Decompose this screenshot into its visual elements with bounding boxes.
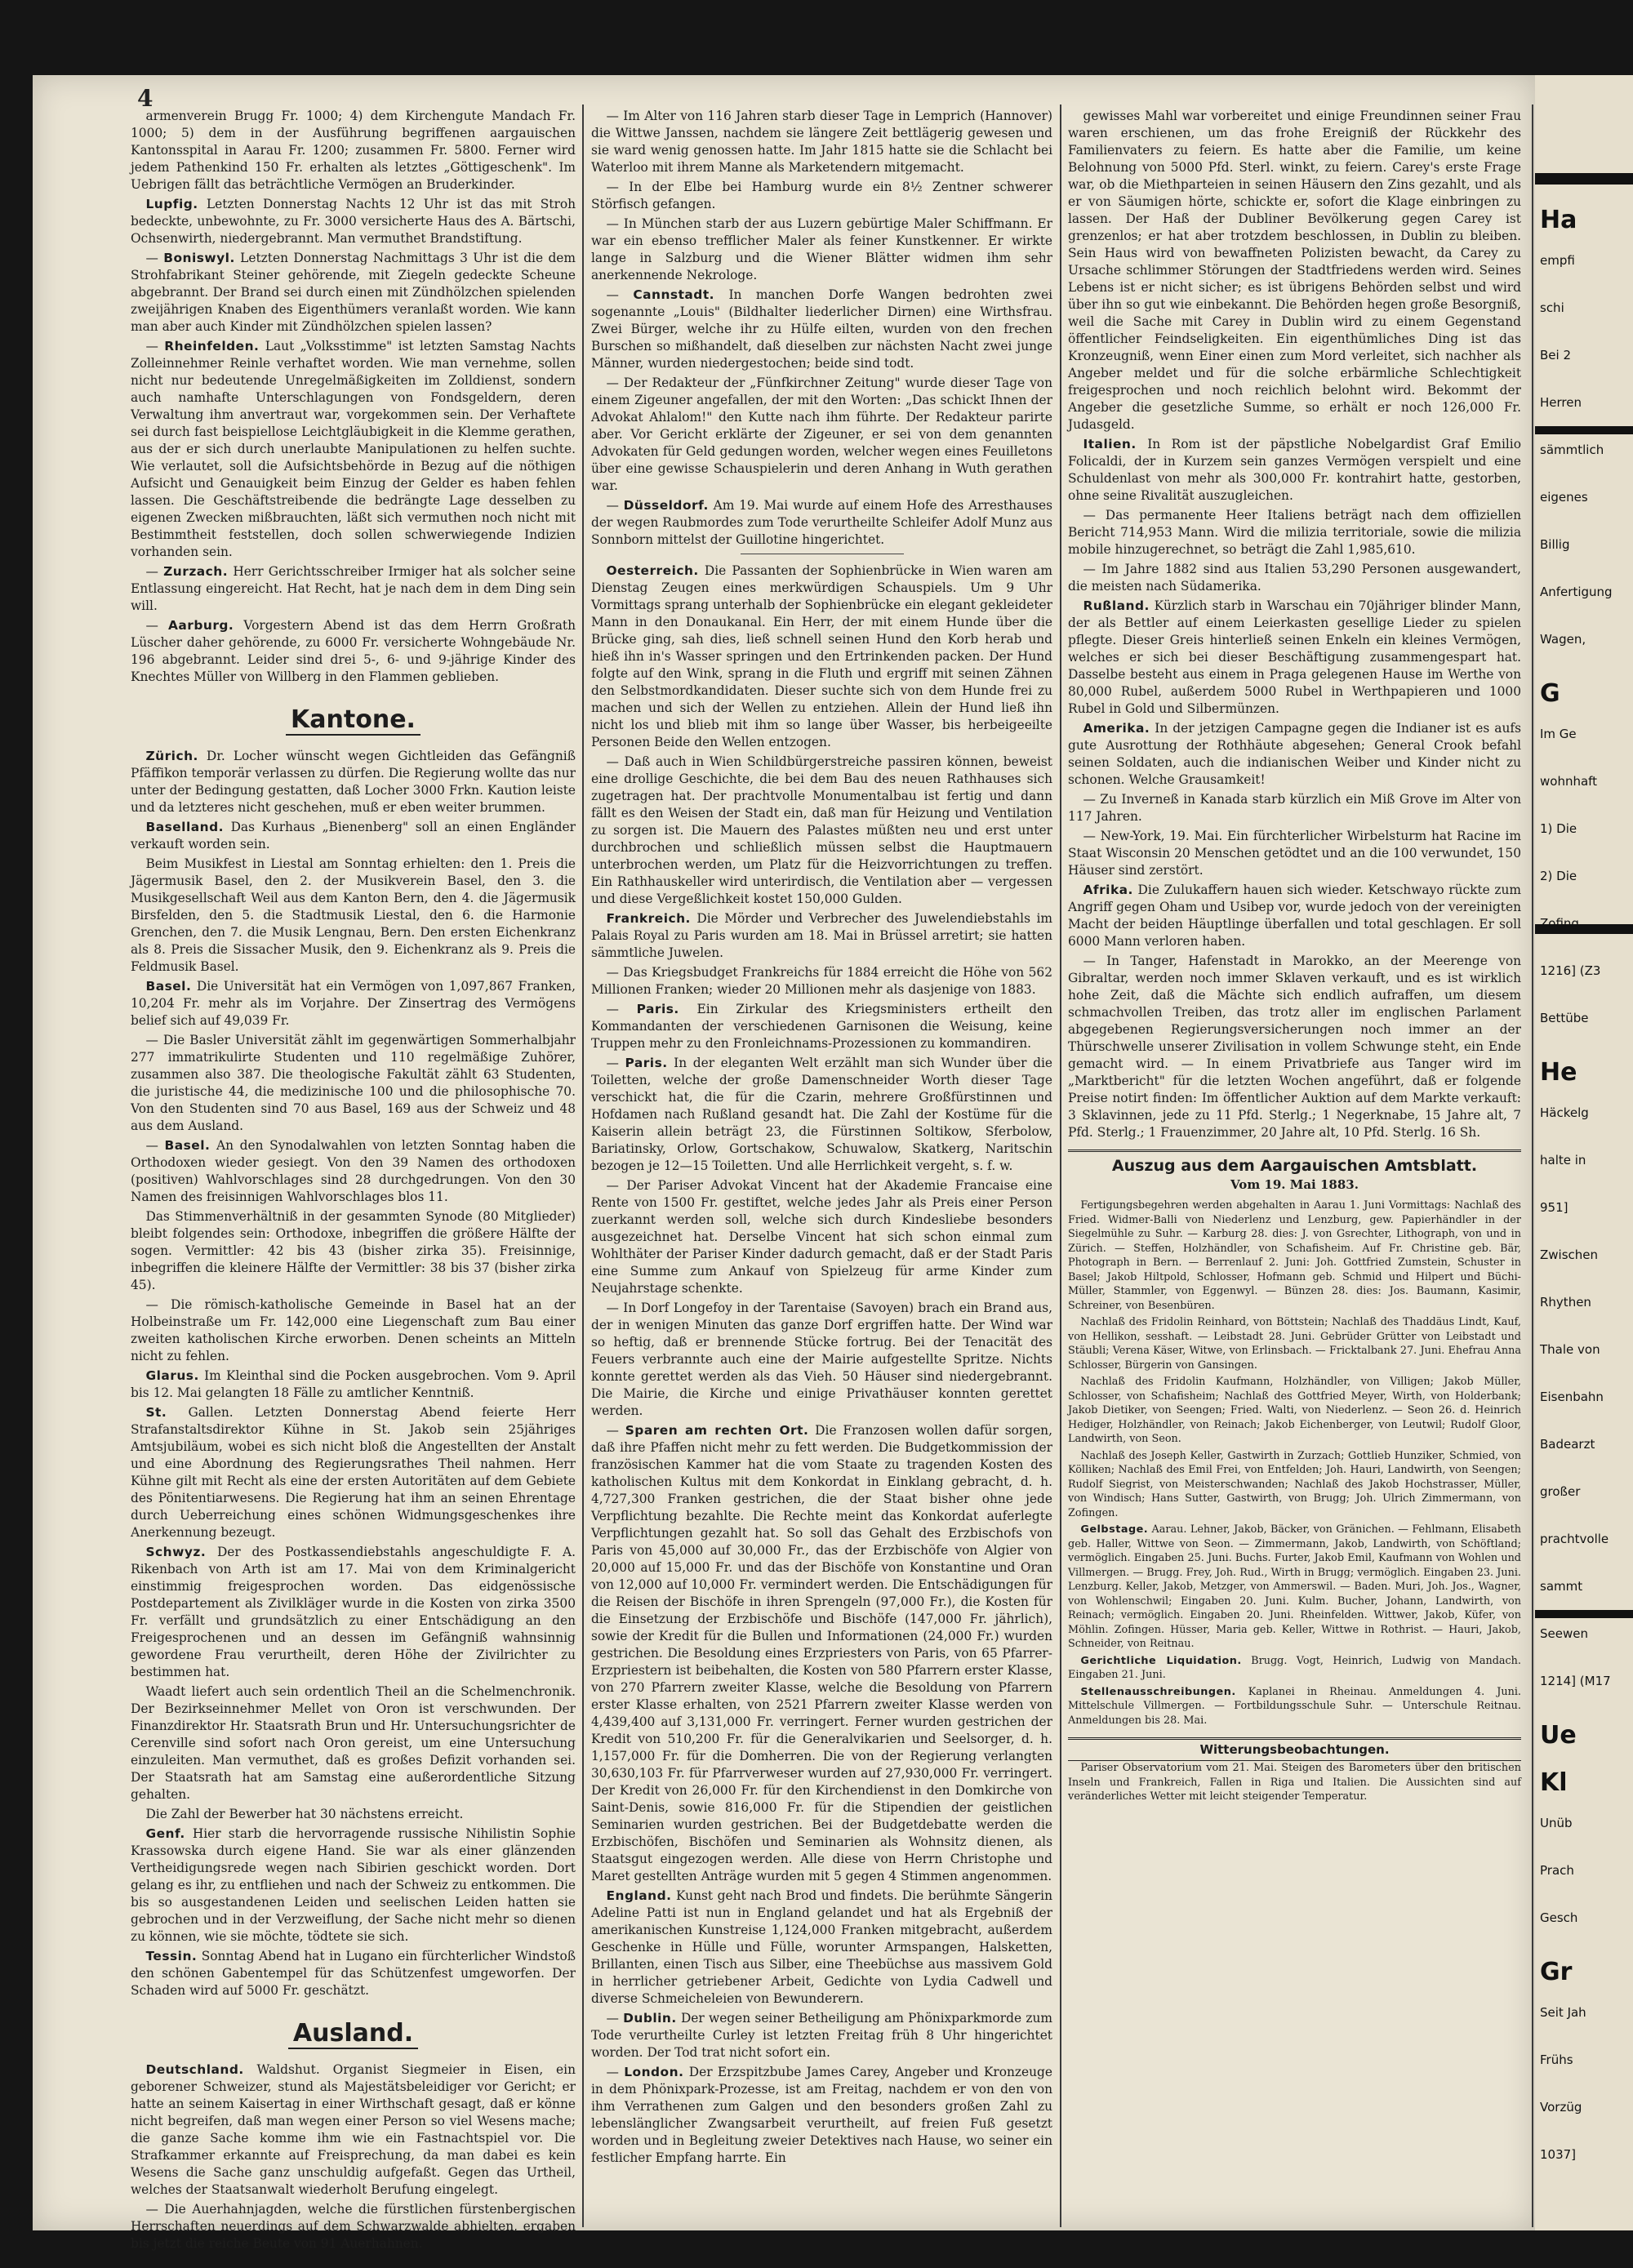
article-paragraph: Nachlaß des Fridolin Reinhard, von Böttstein; Nachlaß des Thaddäus Lindt, Kauf, von Hellikon, sesshaft. — Leibstadt 28. Juni. Gebrüder Grütter von Leibstadt und Stäubli; Verena Käser, Witwe, von Erlinsbach. — Fricktalbank 27. Juni. Ehefrau Anna Schlosser, Bürgerin von Gansingen. bbox=[1068, 1316, 1521, 1372]
article-paragraph: Baselland. Das Kurhaus „Bienenberg" soll an einen Engländer verkauft worden sein. bbox=[131, 820, 576, 852]
article-paragraph: armenverein Brugg Fr. 1000; 4) dem Kirchengute Mandach Fr. 1000; 5) dem in der Ausführung begriffenen aargauischen Kantonsspital in Aarau Fr. 1200; zusammen Fr. 5800. Ferner wird jedem Pathenkind 150 Fr. erhalten als letztes „Göttigeschenk". Im Uebrigen fällt das beträchtliche Vermögen an Bruderkinder. bbox=[131, 109, 576, 192]
article-paragraph: — Das Kriegsbudget Frankreichs für 1884 erreicht die Höhe von 562 Millionen Franken; wieder 20 Millionen mehr als dasjenige von 1883. bbox=[591, 965, 1052, 997]
article-paragraph: — In Dorf Longefoy in der Tarentaise (Savoyen) brach ein Brand aus, der in wenigen Minuten das ganze Dorf ergriffen hatte. Der Wind war so heftig, daß er brennende Stücke fortrug. Bei der Tenacität des Feuers verbrannte auch eine der Mairie aufgestellte Spritze. Nichts konnte gerettet werden als das Vieh. 50 Häuser sind niedergebrannt. Die Mairie, die Kirche und einige Privathäuser konnten gerettet werden. bbox=[591, 1301, 1052, 1418]
adjacent-page-line: 2) Die bbox=[1540, 869, 1577, 883]
section-heading-kantone-text: Kantone. bbox=[286, 705, 420, 736]
adjacent-page-line: Wagen, bbox=[1540, 632, 1586, 647]
column-3-news bbox=[1068, 108, 1521, 1141]
adjacent-page-line: Prach bbox=[1540, 1863, 1574, 1878]
article-paragraph: — Paris. In der eleganten Welt erzählt man sich Wunder über die Toiletten, welche der große Damenschneider Worth dieser Tage verschickt hat, die für die Czarin, mehrere Großfürstinnen und Hofdamen nach Rußland gesandt hat. Die Zahl der Kostüme für die Kaiserin allein beträgt 23, die Fürstinnen Soltikow, Sferbolow, Bariatinsky, Orlow, Gortschakow, Schuwalow, Skatkerg, Naritschin bezogen je 12—15 Toiletten. Und alle Herrlichkeit vergeht, s. f. w. bbox=[591, 1056, 1053, 1173]
article-paragraph: — Zu Inverneß in Kanada starb kürzlich ein Miß Grove im Alter von 117 Jahren. bbox=[1068, 792, 1521, 824]
column-2-news-rest bbox=[591, 563, 1052, 2167]
adjacent-page-line: wohnhaft bbox=[1540, 774, 1598, 789]
article-paragraph: — Die Auerhahnjagden, welche die fürstlichen fürstenbergischen Herrschaften neuerdings auf dem Schwarzwalde abhielten, ergaben bis jetzt die reiche Beute von 91 Auerhahnen. bbox=[131, 2202, 576, 2251]
article-paragraph: Amerika. In der jetzigen Campagne gegen die Indianer ist es aufs gute Ausrottung der Rothhäute abgesehen; General Crook befahl seinen Soldaten, auch die indianischen Weiber und Kinder nicht zu schonen. Welche Grausamkeit! bbox=[1068, 721, 1521, 787]
article-paragraph: Basel. Die Universität hat ein Vermögen von 1,097,867 Franken, 10,204 Fr. mehr als im Vorjahre. Der Zinsertrag des Vermögens belief sich auf 49,039 Fr. bbox=[131, 979, 576, 1028]
article-paragraph: Zürich. Dr. Locher wünscht wegen Gichtleiden das Gefängniß Pfäffikon temporär verlassen zu dürfen. Die Regierung wollte das nur unter der Bedingung gestatten, daß Locher 3000 Frkn. Kaution leiste und da letzteres nicht geschehen, muß er eben weiter brummen. bbox=[131, 749, 576, 815]
article-paragraph: — Paris. Ein Zirkular des Kriegsministers ertheilt den Kommandanten der verschiedenen Garnisonen die Weisung, keine Truppen mehr zu den Fronleichnams-Prozessionen zu kommandiren. bbox=[591, 1002, 1052, 1051]
article-paragraph: — Im Alter von 116 Jahren starb dieser Tage in Lemprich (Hannover) die Wittwe Janssen, nachdem sie längere Zeit bettlägerig gewesen und sie ward wenig genossen hatte. Im Jahr 1815 hatte sie die Schlacht bei Waterloo mit ihrem Manne als Marketendern mitgemacht. bbox=[591, 109, 1052, 175]
article-paragraph: Nachlaß des Joseph Keller, Gastwirth in Zurzach; Gottlieb Hunziker, Schmied, von Kölliken; Nachlaß des Emil Frei, von Entfelden; Joh. Hauri, Landwirth, von Seengen; Rudolf Siegrist, von Meisterschwanden; Nachlaß des Jakob Hochstrasser, Müller, von Windisch; Hans Sutter, Gastwirth, von Brugg; Joh. Ulrich Zimmermann, von Zofingen. bbox=[1068, 1449, 1521, 1519]
amtsblatt-title: Auszug aus dem Aargauischen Amtsblatt. bbox=[1068, 1150, 1521, 1176]
adjacent-page-line: schi bbox=[1540, 300, 1564, 315]
adjacent-page-line: Seewen bbox=[1540, 1626, 1588, 1641]
article-paragraph: gewisses Mahl war vorbereitet und einige Freundinnen seiner Frau waren erschienen, um das frohe Ereigniß der Rückkehr des Familienvaters zu feiern. Es hatte aber die Familie, um keine Belohnung von 5000 Pfd. Sterl. winkt, zu feiern. Carey's erste Frage war, ob die Miethparteien in seinen Häusern den Zins gezahlt, und als er von Säumigen hörte, schickte er, sofort die Klage einbringen zu lassen. Der Haß der Dubliner Bevölkerung gegen Carey ist grenzenlos; er hat aber trotzdem beschlossen, in Dublin zu bleiben. Sein Haus wird von bewaffneten Polizisten bewacht, da Carey zu Ursache schlimmer Störungen der Stadtfriedens werden wird. Seines Lebens ist er nicht sicher; es ist übrigens Behörden selbst und wird über ihn so gut wie einbekannt. Die Behörden hegen große Besorgniß, weil die Sache mit Carey in Dublin wird zu einem Gegenstand öffentlicher Feindseligkeiten. Ein eigenthümliches Ding ist das Kronzeugniß, wenn Einer einen zum Mord verleitet, sich nachher als Angeber meldet und für die solche erbärmliche Schlechtigkeit freigesprochen und noch reichlich belohnt wird. Bekommt der Angeber die gesetzliche Summe, so erhält er noch 126,000 Fr. Judasgeld. bbox=[1068, 109, 1521, 432]
adjacent-page-line: Ha bbox=[1540, 206, 1577, 234]
amtsblatt-entries bbox=[1068, 1198, 1521, 1728]
article-paragraph: Schwyz. Der des Postkassendiebstahls angeschuldigte F. A. Rikenbach von Arth ist am 17. Mai von dem Kriminalgericht einstimmig freigesprochen worden. Das eidgenössische Postdepartement als Zivilkläger wurde in die Kosten von zirka 3500 Fr. verfällt und grundsätzlich zu einer Entschädigung an den Freigesprochenen und an dessen im Gefängniß wahnsinnig gewordene Frau verurtheilt, deren Höhe der Zivilrichter zu bestimmen hat. bbox=[131, 1545, 576, 1679]
amtsblatt-date: Vom 19. Mai 1883. bbox=[1230, 1177, 1359, 1192]
adjacent-page-line: Zwischen bbox=[1540, 1247, 1599, 1262]
adjacent-page-line: 951] bbox=[1540, 1200, 1568, 1215]
section-heading-ausland-text: Ausland. bbox=[288, 2019, 418, 2049]
article-paragraph: — Die römisch-katholische Gemeinde in Basel hat an der Holbeinstraße um Fr. 142,000 eine Liegenschaft zum Bau einer zweiten katholischen Kirche erworben. Denen scheints an Mitteln nicht zu fehlen. bbox=[131, 1297, 576, 1363]
article-paragraph: Stellenausschreibungen. Kaplanei in Rheinau. Anmeldungen 4. Juni. Mittelschule Villmergen. — Fortbildungsschule Suhr. — Unterschule Reitnau. Anmeldungen bis 28. Mai. bbox=[1068, 1685, 1521, 1727]
article-paragraph: Lupfig. Letzten Donnerstag Nachts 12 Uhr ist das mit Stroh bedeckte, unbewohnte, zu Fr. 3000 versicherte Haus des A. Bärtschi, Ochsenwirth, niedergebrannt. Man vermuthet Brandstiftung. bbox=[131, 197, 576, 246]
ad-bar bbox=[1535, 426, 1633, 434]
adjacent-page-line: Thale von bbox=[1540, 1342, 1600, 1357]
adjacent-page-line: 1216] (Z3 bbox=[1540, 963, 1601, 978]
article-paragraph: Rußland. Kürzlich starb in Warschau ein 70jähriger blinder Mann, der als Bettler auf einem Leierkasten gesellige Lieder zu spielen pflegte. Dieser Greis hinterließ seinen Enkeln ein kleines Vermögen, welches er sich bei dieser Beschäftigung zusammengespart hat. Dasselbe besteht aus einem in Praga gelegenen Hause im Werthe von 80,000 Rubel, außerdem 5000 Rubel in Werthpapieren und 1000 Rubel in Gold und Silbermünzen. bbox=[1068, 598, 1521, 716]
article-paragraph: England. Kunst geht nach Brod und findets. Die berühmte Sängerin Adeline Patti ist nun in England gelandet und hat als Ergebniß der amerikanischen Kunstreise 1,124,000 Franken mitgebracht, außerdem Geschenke in Hülle und Fülle, worunter Armspangen, Halsketten, Brillanten, einen Tisch aus Silber, eine Theebüchse aus massivem Gold in herrlicher getriebener Arbeit, Gedichte von Lydia Cadwell und diverse Schmeicheleien von Bewunderern. bbox=[591, 1888, 1052, 2006]
article-paragraph: — Im Jahre 1882 sind aus Italien 53,290 Personen ausgewandert, die meisten nach Südamerika. bbox=[1068, 562, 1521, 594]
adjacent-page-line: sämmtlich bbox=[1540, 442, 1604, 457]
adjacent-page-line: G bbox=[1540, 679, 1560, 708]
adjacent-page-line: Vorzüg bbox=[1540, 2100, 1582, 2115]
adjacent-page-line: großer bbox=[1540, 1484, 1581, 1499]
adjacent-page-line: prachtvolle bbox=[1540, 1532, 1609, 1546]
article-paragraph: — Boniswyl. Letzten Donnerstag Nachmittags 3 Uhr ist die dem Strohfabrikant Steiner gehörende, mit Ziegeln gedeckte Scheune abgebrannt. Der Brand sei durch einen mit Zündhölzchen spielenden zweijährigen Knaben des Eigenthümers veranlaßt worden. Wie kann man aber auch Kinder mit Zündhölzchen spielen lassen? bbox=[131, 251, 576, 334]
article-paragraph: Das Stimmenverhältniß in der gesammten Synode (80 Mitglieder) bleibt folgendes sein: Orthodoxe, inbegriffen die größere Hälfte der sogen. Vermittler: 42 bis 43 (bisher zirka 35). Freisinnige, inbegriffen die kleinere Hälfte der Vermittler: 38 bis 37 (bisher zirka 45). bbox=[131, 1209, 576, 1292]
column-2-news-top bbox=[591, 108, 1052, 549]
article-paragraph: — In München starb der aus Luzern gebürtige Maler Schiffmann. Er war ein ebenso trefflicher Maler als feiner Kunstkenner. Er wirkte lange in Salzburg und die Wiener Blätter widmen ihm sehr anerkennende Nekrologe. bbox=[591, 216, 1052, 282]
adjacent-page-line: Eisenbahn bbox=[1540, 1390, 1604, 1404]
adjacent-page-line: 1) Die bbox=[1540, 821, 1577, 836]
article-paragraph: Italien. In Rom ist der päpstliche Nobelgardist Graf Emilio Folicaldi, der in Kurzem sein ganzes Vermögen verspielt und eine Schuldenlast von mehr als 300,000 Fr. kontrahirt hatte, gestorben, ohne seine Rivalität auszugleichen. bbox=[1068, 437, 1521, 503]
column-rule-2 bbox=[1060, 105, 1061, 2227]
adjacent-page-line: He bbox=[1540, 1058, 1577, 1087]
article-paragraph: — New-York, 19. Mai. Ein fürchterlicher Wirbelsturm hat Racine im Staat Wisconsin 20 Menschen getödtet und an die 100 verwundet, 150 Häuser sind zerstört. bbox=[1068, 829, 1521, 878]
adjacent-page-line: Gr bbox=[1540, 1958, 1573, 1986]
article-paragraph: — Aarburg. Vorgestern Abend ist das dem Herrn Großrath Lüscher daher gehörende, zu 6000 Fr. versicherte Wohngebäude Nr. 196 abgebrannt. Leider sind drei 5-, 6- und 9-jährige Kinder des Knechtes Müller von Willberg in den Flammen geblieben. bbox=[131, 618, 576, 684]
article-paragraph: Nachlaß des Fridolin Kaufmann, Holzhändler, von Villigen; Jakob Müller, Schlosser, von Schafisheim; Nachlaß des Gottfried Meyer, Wirth, von Holderbank; Jakob Dietiker, von Seengen; Fried. Walti, von Niederlenz. — Seon 26. d. Heinrich Hediger, Holzhändler, von Reinach; Jakob Eichenberger, von Leutwil; Rudolf Gloor, Landwirth, von Seon. bbox=[1068, 1376, 1521, 1445]
article-paragraph: Die Zahl der Bewerber hat 30 nächstens erreicht. bbox=[145, 1807, 464, 1821]
article-paragraph: — Cannstadt. In manchen Dorfe Wangen bedrohten zwei sogenannte „Louis" (Bildhalter liederlicher Dirnen) eine Wirthsfrau. Zwei Bürger, welche ihr zu Hülfe eilten, wurden von den frechen Burschen so mißhandelt, daß dieselben zur nächsten Nacht zwei junge Männer, wurden niedergestochen; beide sind todt. bbox=[591, 287, 1052, 371]
column-rule-1 bbox=[582, 105, 584, 2227]
article-paragraph: Fertigungsbegehren werden abgehalten in Aarau 1. Juni Vormittags: Nachlaß des Fried. Widmer-Balli von Niederlenz und Lenzburg, gew. Papierhändler in der Siegelmühle zu Suhr. — Karburg 28. dies: J. von Gsrechter, Lithograph, von und in Zürich. — Steffen, Holzhändler, von Schafisheim. Auf Fr. Christine geb. Bär, Photograph in Bern. — Berrenlauf 2. Juni: Joh. Gottfried Zumstein, Schuster in Basel; Jakob Hiltpold, Schlosser, Hofmann geb. Schmid und Hilpert und Büchi-Müller, Stammler, von Eggenwyl. — Bünzen 28. dies: Jos. Baumann, Kasimir, Schreiner, von Besenbüren. bbox=[1068, 1199, 1521, 1312]
article-paragraph: Gelbstage. Aarau. Lehner, Jakob, Bäcker, von Gränichen. — Fehlmann, Elisabeth geb. Haller, Wittwe von Seon. — Zimmermann, Jakob, Landwirth, von Schöftland; vermöglich. Eingaben 25. Juni. Buchs. Furter, Jakob Emil, Kaufmann von Wohlen und Villmergen. — Brugg. Frey, Joh. Rud., Wirth in Brugg; vermöglich. Eingaben 23. Juni. Lenzburg. Keller, Jakob, Metzger, von Ammerswil. — Baden. Muri, Joh. Jos., Wagner, von Wohlenschwil; Eingaben 20. Juni. Kulm. Bucher, Johann, Landwirth, von Reinach; vermöglich. Eingaben 20. Juni. Rheinfelden. Wittwer, Jakob, Küfer, von Möhlin. Zofingen. Hüsser, Maria geb. Keller, Wittwe in Rothrist. — Hauri, Jakob, Schneider, von Reitnau. bbox=[1068, 1523, 1521, 1650]
column-1 bbox=[131, 108, 576, 2251]
weather-entries bbox=[1068, 1761, 1521, 1804]
article-paragraph: — In Tanger, Hafenstadt in Marokko, an der Meerenge von Gibraltar, werden noch immer Sklaven verkauft, und es ist wirklich hohe Zeit, daß die Mächte sich endlich aufraffen, um diesem schmachvollen Treiben, das trotz aller im englischen Parlament abgegebenen Regierungsversicherungen noch immer an der Thürschwelle unserer Zivilisation in vollem Schwunge steht, ein Ende gemacht wird. — In einem Privatbriefe aus Tanger wird im „Marktbericht" für die letzten Wochen angeführt, daß er folgende Preise notirt finden: Im öffentlicher Auktion auf dem Markte verkauft: 3 Sklavinnen, jede zu 11 Pfd. Sterlg.; 1 Negerknabe, 15 Jahre alt, 7 Pfd. Sterlg.; 1 Frauenzimmer, 20 Jahre alt, 10 Pfd. Sterlg. 16 Sh. bbox=[1068, 954, 1521, 1140]
article-paragraph: Pariser Observatorium vom 21. Mai. Steigen des Barometers über den britischen Inseln und Frankreich, Fallen in Riga und Italien. Die Aussichten sind auf veränderliches Wetter mit leicht steigender Temperatur. bbox=[1068, 1762, 1521, 1803]
adjacent-page-line: sammt bbox=[1540, 1579, 1583, 1594]
adjacent-page-line: Anfertigung bbox=[1540, 585, 1613, 599]
column-rule-3 bbox=[1532, 105, 1533, 2227]
page-number: 4 bbox=[137, 85, 154, 112]
column-1-ausland-news bbox=[131, 2061, 576, 2252]
column-2 bbox=[591, 108, 1052, 2222]
article-paragraph: — Das permanente Heer Italiens beträgt nach dem offiziellen Bericht 714,953 Mann. Wird die milizia territoriale, sowie die milizia mobile hinzugerechnet, so beträgt die Zahl 1,985,610. bbox=[1068, 508, 1521, 557]
article-paragraph: St. Gallen. Letzten Donnerstag Abend feierte Herr Strafanstaltsdirektor Kühne in St. Jakob sein 25jähriges Amtsjubiläum, wobei es sich nicht bloß die Angestellten der Anstalt und eine Abordnung des Regierungsrathes Theil nahmen. Herr Kühne gilt mit Recht als eine der ersten Autoritäten auf dem Gebiete des Pönitentiarwesens. Die Regierung hat ihm an seinen Ehrentage durch Ueberreichung eines schönen Widmungsgeschenkes ihre Anerkennung bezeugt. bbox=[131, 1405, 576, 1540]
ad-bar bbox=[1535, 1610, 1633, 1618]
article-paragraph: — Der Pariser Advokat Vincent hat der Akademie Francaise eine Rente von 1500 Fr. gestiftet, welche jedes Jahr als Preis einer Person zuerkannt werden soll, welche sich durch Kindesliebe besonders ausgezeichnet hat. Derselbe Vincent hat sich schon einmal zum Wohlthäter der Pariser Kinder dadurch gemacht, daß er der Stadt Paris eine Summe zum Ankauf von Spielzeug für arme Kinder zum Neujahrstage schenkte. bbox=[591, 1178, 1052, 1296]
article-paragraph: — Zurzach. Herr Gerichtsschreiber Irmiger hat als solcher seine Entlassung eingereicht. Hat Recht, hat je nach dem in dem Ding sein will. bbox=[131, 564, 576, 613]
adjacent-page-line: 1037] bbox=[1540, 2147, 1577, 2162]
article-paragraph: Beim Musikfest in Liestal am Sonntag erhielten: den 1. Preis die Jägermusik Basel, den 2. der Musikverein Basel, den 3. die Musikgesellschaft Weil aus dem Kanton Bern, den 4. die Jägermusik Birsfelden, den 5. die Stadtmusik Liestal, den 6. die Harmonie Grenchen, den 7. die Musik Lengnau, Bern. Den ersten Eichenkranz als 8. Preis die Sissacher Musik, den 9. Eichenkranz als 9. Preis die Feldmusik Basel. bbox=[131, 856, 576, 974]
section-heading-ausland bbox=[131, 2017, 576, 2050]
column-3 bbox=[1068, 108, 1521, 2222]
adjacent-page-line: empfi bbox=[1540, 253, 1575, 268]
article-paragraph: Afrika. Die Zulukaffern hauen sich wieder. Ketschwayo rückte zum Angriff gegen Oham und Usibep vor, wurde jedoch von der vereinigten Macht der beiden Häuptlinge überfallen und total geschlagen. Er soll 6000 Mann verloren haben. bbox=[1068, 883, 1521, 949]
adjacent-page-line: Rhythen bbox=[1540, 1295, 1591, 1310]
adjacent-page-line: Unüb bbox=[1540, 1816, 1573, 1830]
article-paragraph: — Die Basler Universität zählt im gegenwärtigen Sommerhalbjahr 277 immatrikulirte Studenten und 110 regelmäßige Zuhörer, zusammen also 387. Die theologische Fakultät zählt 63 Studenten, die juristische 44, die medizinische 100 und die philosophische 70. Von den Studenten sind 70 aus Basel, 169 aus der Schweiz und 48 aus dem Ausland. bbox=[131, 1033, 576, 1133]
column-1-local-news bbox=[131, 108, 576, 686]
article-paragraph: Waadt liefert auch sein ordentlich Theil an die Schelmenchronik. Der Bezirkseinnehmer Mellet von Oron ist verschwunden. Der Finanzdirektor Hr. Staatsrath Brun und Hr. Untersuchungsrichter de Cerenville sind sofort nach Oron gereist, um eine Untersuchung einzuleiten. Man vermuthet, daß es großes Defizit vorhanden sei. Der Staatsrath hat am Samstag eine außerordentliche Sitzung gehalten. bbox=[131, 1684, 576, 1802]
adjacent-page-strip bbox=[1535, 75, 1633, 2230]
column-1-kantone-news bbox=[131, 748, 576, 1999]
adjacent-page-line: halte in bbox=[1540, 1153, 1586, 1167]
article-paragraph: Deutschland. Waldshut. Organist Siegmeier in Eisen, ein geborener Schweizer, stund als Majestätsbeleidiger vor Gericht; er hatte an seinem Kaisertag in einer Wirthschaft gesagt, daß er könne nicht begreifen, daß man wegen einer Person so viel Wesens mache; die ganze Sache komme ihm wie ein Fastnachtspiel vor. Die Strafkammer erkannte auf Freisprechung, da man dabei es kein Wesens die Sache ganz unschuldig aufgefaßt. Gegen das Urtheil, welches der Staatsanwalt wiederholt Berufung eingelegt. bbox=[131, 2062, 576, 2197]
adjacent-page-line: Im Ge bbox=[1540, 727, 1577, 741]
adjacent-page-line: Billig bbox=[1540, 537, 1570, 552]
article-paragraph: — Basel. An den Synodalwahlen von letzten Sonntag haben die Orthodoxen wieder gesiegt. Von den 39 Namen des orthodoxen (positiven) Wahlvorschlages sind 28 durchgedrungen. Von den 30 Namen des freisinnigen Wahlvorschlages blos 11. bbox=[131, 1138, 576, 1204]
adjacent-page-line: 1214] (M17 bbox=[1540, 1674, 1611, 1688]
adjacent-page-line: Frühs bbox=[1540, 2052, 1573, 2067]
article-paragraph: — In der Elbe bei Hamburg wurde ein 8½ Zentner schwerer Störfisch gefangen. bbox=[591, 180, 1052, 211]
article-paragraph: — Daß auch in Wien Schildbürgerstreiche passiren können, beweist eine drollige Geschichte, die bei dem Bau des neuen Rathhauses sich zugetragen hat. Der prachtvolle Monumentalbau ist fertig und dann fällt es den Weisen der Stadt ein, daß man für Heizung und Ventilation zu sorgen ist. Die Mauern des Palastes müßten neu und erst unter durchbrochen und schließlich müssen selbst die Hauptmauern unterbrochen werden, um Platz für die Heizvorrichtungen zu treffen. Ein Rathhauskeller wird unterirdisch, die Ventilation aber — vergessen und diese Vergeßlichkeit kostet 150,000 Gulden. bbox=[591, 754, 1052, 906]
adjacent-page-line: Bettübe bbox=[1540, 1011, 1589, 1025]
adjacent-page-line: Herren bbox=[1540, 395, 1582, 410]
article-paragraph: — Düsseldorf. Am 19. Mai wurde auf einem Hofe des Arresthauses der wegen Raubmordes zum Tode verurtheilte Schleifer Adolf Munz aus Sonnborn mittelst der Guillotine hingerichtet. bbox=[591, 498, 1052, 547]
article-paragraph: — Dublin. Der wegen seiner Betheiligung am Phönixparkmorde zum Tode verurtheilte Curley ist letzten Freitag früh 8 Uhr hingerichtet worden. Der Tod trat nicht sofort ein. bbox=[591, 2011, 1052, 2060]
adjacent-page-line: Bei 2 bbox=[1540, 348, 1571, 362]
adjacent-page-line: Zofing bbox=[1540, 916, 1579, 931]
article-paragraph: Glarus. Im Kleinthal sind die Pocken ausgebrochen. Vom 9. April bis 12. Mai gelangten 18 Fälle zu amtlicher Kenntniß. bbox=[131, 1368, 576, 1400]
article-paragraph: Oesterreich. Die Passanten der Sophienbrücke in Wien waren am Dienstag Zeugen eines merkwürdigen Schauspiels. Um 9 Uhr Vormittags sprang unterhalb der Sophienbrücke ein elegant gekleideter Mann in den Donaukanal. Ein Herr, der mit einem Hunde über die Brücke ging, sah dies, ließ schnell seinen Hund den Korb herab und hieß ihn in's Wasser springen und den Ertrinkenden packen. Der Hund folgte auf den Wink, sprang in die Fluth und ergriff mit seinen Zähnen den Selbstmordkandidaten. Dieser suchte sich von dem Hunde frei zu machen und sich der Wellen zu entziehen. Allein der Hund ließ ihn nicht los und blieb mit ihm so lange über Wasser, bis herbeigeeilte Personen Beide den Wellen entzogen. bbox=[591, 563, 1052, 749]
article-paragraph: — Sparen am rechten Ort. Die Franzosen wollen dafür sorgen, daß ihre Pfaffen nicht mehr zu fett werden. Die Budgetkommission der französischen Kammer hat die vom Staate zu tragenden Kosten des katholischen Kultus mit dem Konkordat in Einklang gebracht, d. h. 4,727,300 Franken gestrichen, die der Staat bisher ohne jede Verpflichtung bezahlte. Die Rechte meint das Konkordat auferlegte Verpflichtungen gezahlt hat. So soll das Gehalt des Erzbischofs von Paris von 45,000 auf 30,000 Fr., das der Erzbischöfe von Algier von 20,000 auf 15,000 Fr. und das der Bischöfe von Konstantine und Oran von 12,000 auf 10,000 Fr. vermindert werden. Die Entschädigungen für die Reisen der Bischöfe in ihren Sprengeln (97,000 Fr.), die Kosten für die Einsetzung der Erzbischöfe und Bischöfe (147,000 Fr. jährlich), sowie der Kredit für die Bullen und Informationen (24,000 Fr.) wurden gestrichen. Die Besoldung eines Erzpriesters von Paris, von 65 Pfarrer-Erzpriestern ist beibehalten, die Kosten von 580 Pfarrern erster Klasse, von 270 Pfarrern zweiter Klasse, welche die Besoldung von Pfarrern erster Klasse erhalten, von 2521 Pfarrern zweiter Klasse werden von 4,439,400 auf 3,131,000 Fr. verringert. Ferner wurden gestrichen der Kredit von 510,200 Fr. für die Generalvikarien und Seelsorger, d. h. 1,157,000 Fr. für die Domherren. Die von der Regierung verlangten 30,630,103 Fr. für Pfarrverweser wurden auf 27,930,000 Fr. verringert. Der Kredit von 26,000 Fr. für den Kirchendienst in den Domkirche von Saint-Denis, sowie 816,000 Fr. für die Stipendien der geistlichen Seminarien wurden gestrichen. Bei der Budgetdebatte werden die Erzbischöfen, Bischöfen und Seminarien als Wohnsitz dienen, als Staatsgut eingezogen werden. Alle diese von Herrn Christophe und Maret gestellten Anträge wurden mit 5 gegen 4 Stimmen angenommen. bbox=[591, 1423, 1052, 1883]
article-paragraph: — London. Der Erzspitzbube James Carey, Angeber und Kronzeuge in dem Phönixpark-Prozesse, ist am Freitag, nachdem er von den von ihm Verrathenen zum Galgen und den besonders großen Zahl zu lebenslänglicher Zwangsarbeit verurtheilt, auf freien Fuß gesetzt worden und in Begleitung zweier Detektives nach Hause, wo seiner ein festlicher Empfang harrte. Ein bbox=[591, 2065, 1052, 2165]
article-paragraph: Gerichtliche Liquidation. Brugg. Vogt, Heinrich, Ludwig von Mandach. Eingaben 21. Juni. bbox=[1068, 1654, 1521, 1681]
ad-bar bbox=[1535, 173, 1633, 185]
article-paragraph: Frankreich. Die Mörder und Verbrecher des Juwelendiebstahls im Palais Royal zu Paris wurden am 18. Mai in Brüssel arretirt; sie hatten sämmtliche Juwelen. bbox=[591, 911, 1052, 960]
article-paragraph: Tessin. Sonntag Abend hat in Lugano ein fürchterlicher Windstoß den schönen Gabentempel für das Schützenfest umgeworfen. Der Schaden wird auf 5000 Fr. geschätzt. bbox=[131, 1949, 576, 1998]
article-paragraph: — Rheinfelden. Laut „Volksstimme" ist letzten Samstag Nachts Zolleinnehmer Reinle verhaftet worden. Wie man vernehme, sollen nicht nur bedeutende Unregelmäßigkeiten im Zolldienst, sondern auch namhafte Unterschlagungen von Fondsgeldern, deren Verwaltung ihm anvertraut war, vorgekommen sein. Der Verhaftete sei durch fast beispiellose Leichtgläubigkeit in die Klemme gerathen, aus der er sich durch unerlaubte Manipulationen zu helfen suchte. Wie verlautet, soll die Aufsichtsbehörde in Bezug auf die nöthigen Aufsicht und Genauigkeit beim Einzug der Gelder es haben fehlen lassen. Die Geschäftstreibende die bedrängte Lage desselben zu eigenen Zwecken mißbrauchten, läßt sich vermuthen noch nicht mit Bestimmtheit feststellen, doch sollen schwerwiegende Indizien vorhanden sein. bbox=[131, 339, 576, 559]
section-heading-kantone bbox=[131, 704, 576, 736]
weather-title: Witterungsbeobachtungen. bbox=[1068, 1737, 1521, 1761]
adjacent-page-line: Kl bbox=[1540, 1768, 1568, 1797]
article-paragraph: — Der Redakteur der „Fünfkirchner Zeitung" wurde dieser Tage von einem Zigeuner angefallen, der mit den Worten: „Das schickt Ihnen der Advokat Ahlalom!" den Kutte nach ihm führte. Der Redakteur parirte aber. Vor Gericht erklärte der Zigeuner, er sei von dem genannten Advokaten für Geld gedungen worden, welcher wegen eines Feuilletons über eine gewisse Schauspielerin und deren Anhang in Wuth gerathen war. bbox=[591, 376, 1052, 493]
adjacent-page-line: Gesch bbox=[1540, 1910, 1578, 1925]
adjacent-page-line: eigenes bbox=[1540, 490, 1588, 505]
adjacent-page-line: Seit Jah bbox=[1540, 2005, 1586, 2020]
article-paragraph: Genf. Hier starb die hervorragende russische Nihilistin Sophie Krassowska durch eigene Hand. Sie war als einer glänzenden Vertheidigungsrede wegen nach Sibirien geschickt worden. Dort gelang es ihr, zu entfliehen und nach der Schweiz zu entkommen. Die bis so ausgestandenen Leiden und seelischen Leiden hatten sie gebrochen und in der Verzweiflung, der Sache nicht mehr so dienen zu können, wie sie möchte, tödtete sie sich. bbox=[131, 1826, 576, 1944]
adjacent-page-line: Häckelg bbox=[1540, 1105, 1589, 1120]
adjacent-page-line: Badearzt bbox=[1540, 1437, 1595, 1452]
adjacent-page-line: Ue bbox=[1540, 1721, 1577, 1750]
